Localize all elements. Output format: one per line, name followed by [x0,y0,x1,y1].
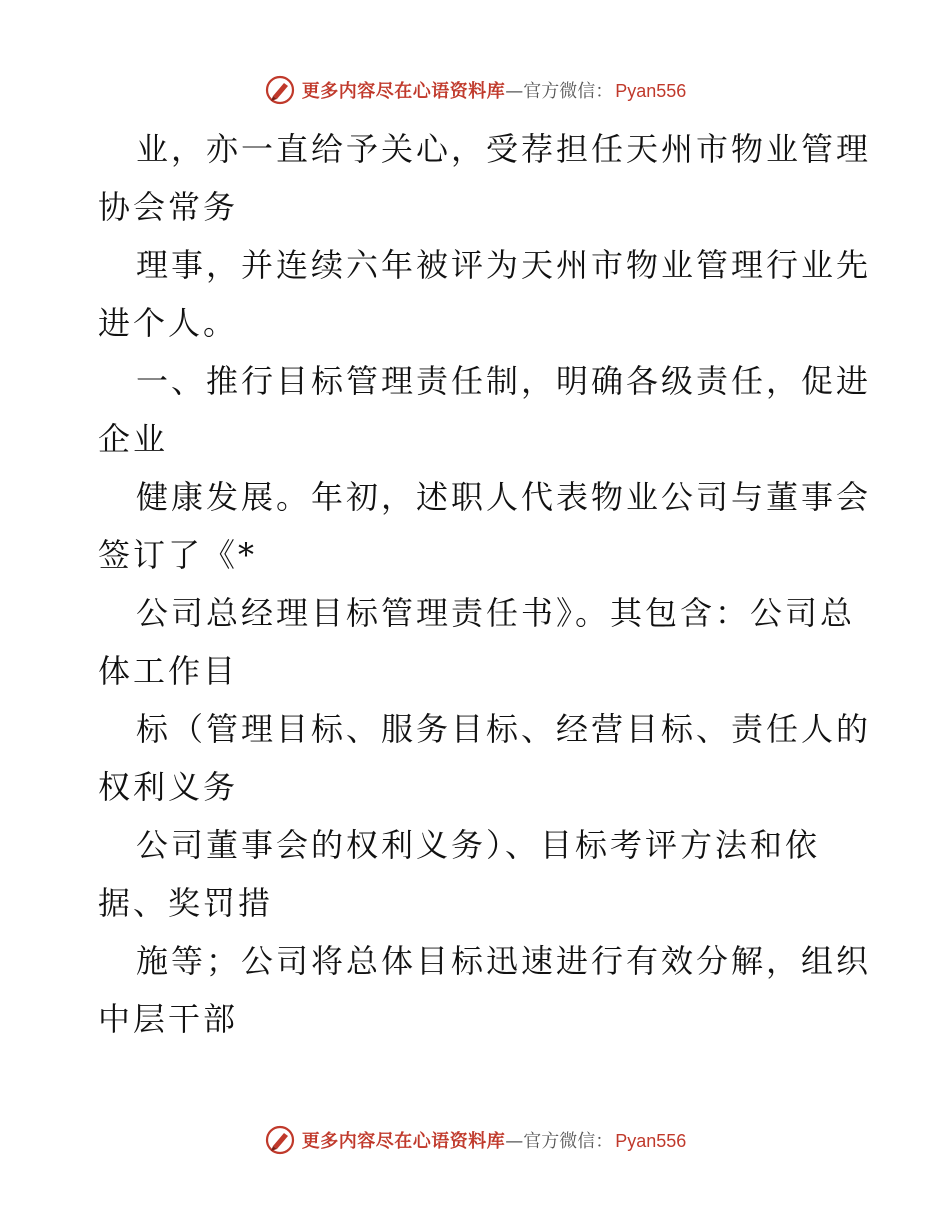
paragraph-line: 体工作目 [98,652,239,690]
paragraph [98,236,872,352]
footer-banner [0,1122,950,1158]
paragraph [98,584,858,700]
paragraph-line: 健康发展。年初，述职人代表物业公司与董事会 [136,478,872,516]
paragraph [98,120,872,236]
paragraph-line: 协会常务 [98,188,239,226]
paragraph-line: 一、推行目标管理责任制，明确各级责任，促进 [136,362,872,400]
document-body [98,120,872,1048]
header-banner [0,72,950,108]
banner-sub-text: —官方微信： [505,1131,614,1152]
paragraph-line: 中层干部 [98,1000,239,1038]
banner-sub-text: —官方微信： [505,81,614,102]
paragraph-line: 业，亦一直给予关心，受荐担任天州市物业管理 [136,130,872,168]
banner-wechat-id: Pyan556 [615,1131,687,1151]
paragraph-line: 据、奖罚措 [98,884,274,922]
paragraph-line: 公司董事会的权利义务）、目标考评方法和依 [136,826,821,864]
banner-main-text: 更多内容尽在心语资料库 [301,81,506,102]
paragraph [98,816,858,932]
pen-logo-icon [264,74,296,106]
paragraph [98,352,872,468]
pen-logo-icon [264,1124,296,1156]
paragraph [98,468,872,584]
paragraph-line: 施等；公司将总体目标迅速进行有效分解，组织 [136,942,872,980]
paragraph-line: 签订了《* [98,536,258,574]
paragraph-line: 企业 [98,420,169,458]
paragraph-line: 公司总经理目标管理责任书》。其包含：公司总 [136,594,856,632]
paragraph [98,932,872,1048]
paragraph-line: 权利义务 [98,768,239,806]
paragraph-line: 标（管理目标、服务目标、经营目标、责任人的 [136,710,872,748]
banner-wechat-id: Pyan556 [615,81,687,101]
paragraph-line: 进个人。 [98,304,239,342]
paragraph-line: 理事，并连续六年被评为天州市物业管理行业先 [136,246,872,284]
banner-main-text: 更多内容尽在心语资料库 [301,1131,506,1152]
paragraph [98,700,872,816]
